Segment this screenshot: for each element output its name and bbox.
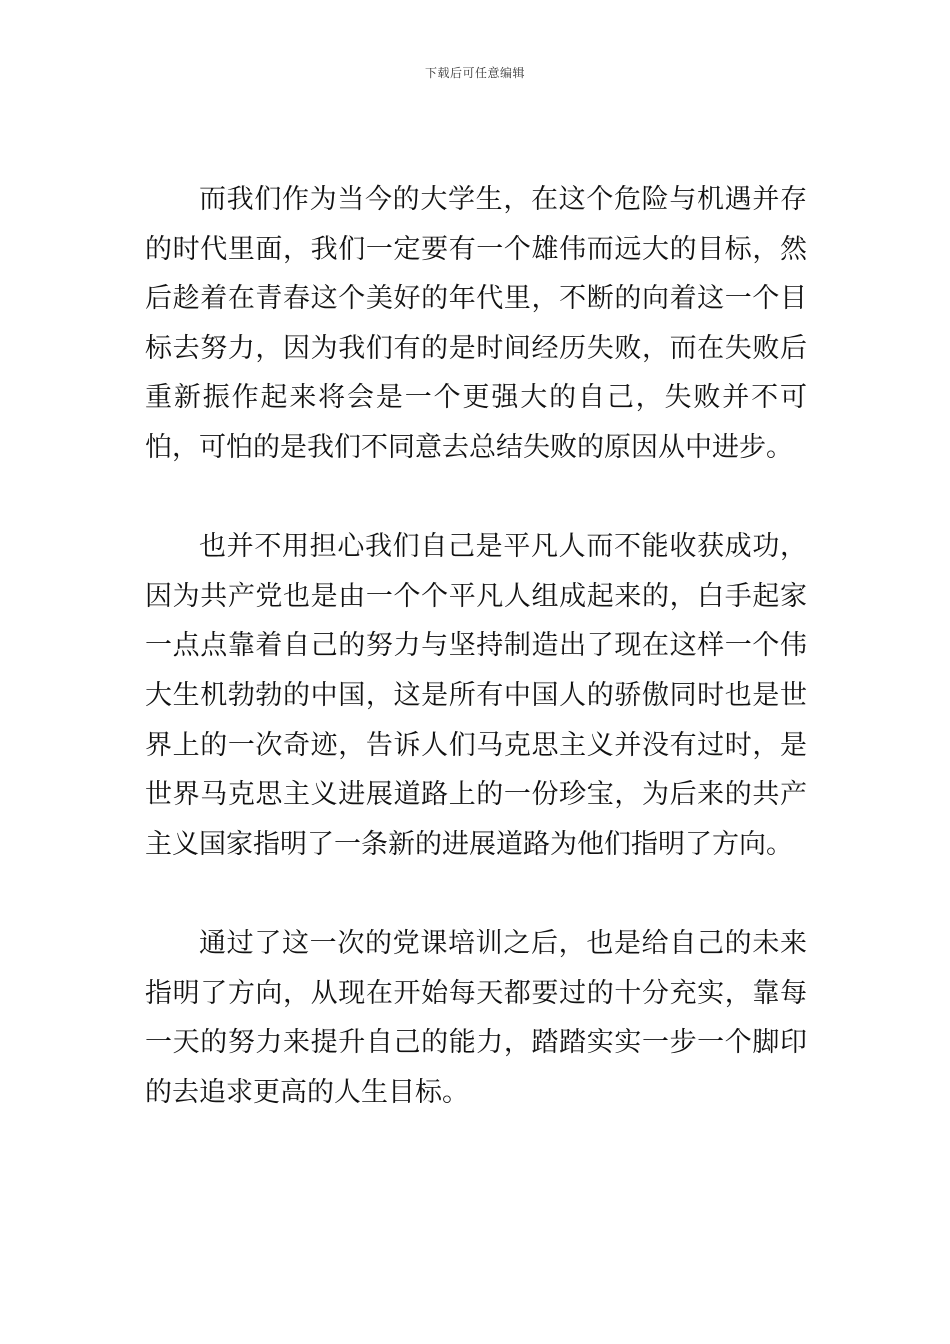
document-body	[145, 175, 807, 1117]
page-header: 下载后可任意编辑	[424, 66, 525, 80]
paragraph-1: 而我们作为当今的大学生，在这个危险与机遇并存的时代里面，我们一定要有一个雄伟而远大的目标，然后趁着在青春这个美好的年代里，不断的向着这一个目标去努力，因为我们有的是时间经历失败，而在失败后重新振作起来将会是一个更强大的自己，失败并不可怕，可怕的是我们不同意去总结失败的原因从中进步。	[145, 184, 807, 463]
paragraph-2: 也并不用担心我们自己是平凡人而不能收获成功，因为共产党也是由一个个平凡人组成起来的，白手起家一点点靠着自己的努力与坚持制造出了现在这样一个伟大生机勃勃的中国，这是所有中国人的骄傲同时也是世界上的一次奇迹，告诉人们马克思主义并没有过时，是世界马克思主义进展道路上的一份珍宝，为后来的共产主义国家指明了一条新的进展道路为他们指明了方向。	[145, 531, 807, 860]
paragraph-3: 通过了这一次的党课培训之后，也是给自己的未来指明了方向，从现在开始每天都要过的十分充实，靠每一天的努力来提升自己的能力，踏踏实实一步一个脚印的去追求更高的人生目标。	[145, 927, 807, 1108]
